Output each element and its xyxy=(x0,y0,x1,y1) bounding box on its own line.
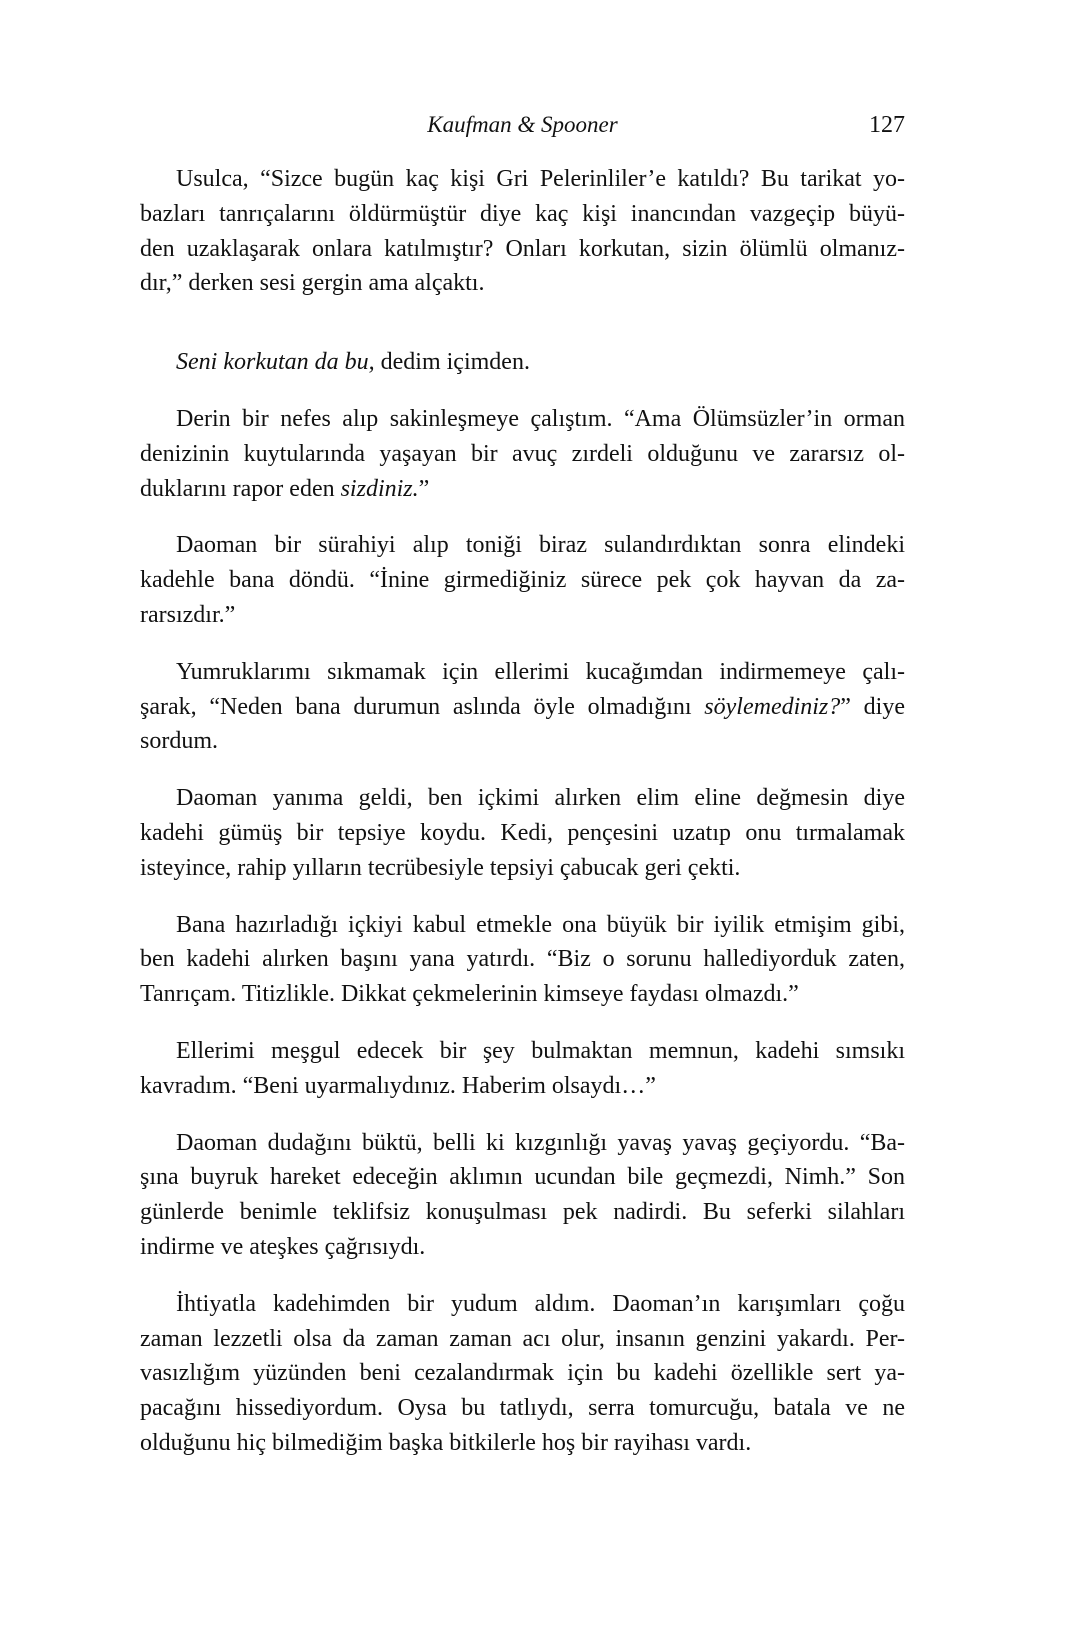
text-segment: dır,” derken sesi gergin ama alçaktı. xyxy=(140,270,485,297)
paragraph xyxy=(140,1287,905,1461)
text-segment: isteyince, rahip yılların tecrübesiyle tepsiyi çabucak geri çekti. xyxy=(140,854,741,881)
text-segment: bazları tanrıçalarını öldürmüştür diye kaç kişi inancından vazgeçip büyü- xyxy=(140,200,905,227)
text-segment: denizinin kuytularında yaşayan bir avuç zırdeli olduğunu ve zararsız ol- xyxy=(140,440,905,467)
text-segment: ben kadehi alırken başını yana yatırdı. “Biz o sorunu hallediyorduk zaten, xyxy=(140,946,905,973)
italic-text: sizdiniz. xyxy=(340,475,419,502)
text-segment: kavradım. “Beni uyarmalıydınız. Haberim olsaydı…” xyxy=(140,1072,656,1099)
text-segment: Daoman bir sürahiyi alıp toniği biraz sulandırdıktan sonra elindeki xyxy=(176,532,905,559)
text-segment: Ellerimi meşgul edecek bir şey bulmaktan memnun, kadehi sımsıkı xyxy=(176,1037,905,1064)
paragraph xyxy=(140,1126,905,1265)
text-line xyxy=(140,851,905,886)
text-line xyxy=(140,942,905,977)
text-segment: ” diye xyxy=(840,693,905,720)
running-title: Kaufman & Spooner xyxy=(427,112,618,137)
italic-text: Seni korkutan da bu, xyxy=(176,349,375,376)
text-segment: şarak, “Neden bana durumun aslında öyle olmadığını xyxy=(140,693,705,720)
text-segment: dedim içimden. xyxy=(374,349,530,376)
text-line xyxy=(140,781,905,816)
paragraph xyxy=(140,1034,905,1104)
text-segment: kadehi gümüş bir tepsiye koydu. Kedi, pençesini uzatıp onu tırmalamak xyxy=(140,819,905,846)
text-segment: şına buyruk hareket edeceğin aklımın ucundan bile geçmezdi, Nimh.” Son xyxy=(140,1164,905,1191)
text-segment: sordum. xyxy=(140,728,218,755)
paragraph xyxy=(140,908,905,1012)
text-segment: kadehle bana döndü. “İnine girmediğiniz sürece pek çok hayvan da za- xyxy=(140,567,905,594)
text-line xyxy=(140,528,905,563)
text-line xyxy=(140,1069,905,1104)
text-segment: den uzaklaşarak onlara katılmıştır? Onları korkutan, sizin ölümlü olmanız- xyxy=(140,235,905,262)
text-line xyxy=(140,1126,905,1161)
text-line xyxy=(140,402,905,437)
text-segment: ” xyxy=(418,475,430,502)
text-line xyxy=(140,908,905,943)
body-text xyxy=(140,162,905,1483)
page-number: 127 xyxy=(869,112,905,138)
text-line xyxy=(140,1195,905,1230)
text-segment: duklarını rapor eden xyxy=(140,475,341,502)
text-line xyxy=(140,1160,905,1195)
text-line xyxy=(140,690,905,725)
text-line xyxy=(140,1426,905,1461)
text-segment: Yumruklarımı sıkmamak için ellerimi kucağımdan indirmemeye çalı- xyxy=(176,658,905,685)
text-segment: Bana hazırladığı içkiyi kabul etmekle ona büyük bir iyilik etmişim gibi, xyxy=(176,911,905,938)
text-line xyxy=(140,472,905,507)
text-segment: olduğunu hiç bilmediğim başka bitkilerle hoş bir rayihası vardı. xyxy=(140,1429,752,1456)
text-line xyxy=(140,1391,905,1426)
text-line xyxy=(140,162,905,197)
paragraph xyxy=(140,655,905,759)
text-line xyxy=(140,437,905,472)
text-line xyxy=(140,1322,905,1357)
paragraph xyxy=(140,781,905,885)
text-segment: Daoman yanıma geldi, ben içkimi alırken elim eline değmesin diye xyxy=(176,785,905,812)
text-line xyxy=(140,1356,905,1391)
text-segment: günlerde benimle teklifsiz konuşulması pek nadirdi. Bu seferki silahları xyxy=(140,1199,905,1226)
page-header xyxy=(140,108,905,144)
text-line xyxy=(140,655,905,690)
text-line xyxy=(140,232,905,267)
text-line xyxy=(140,598,905,633)
text-segment: Tanrıçam. Titizlikle. Dikkat çekmelerinin kimseye faydası olmazdı.” xyxy=(140,981,799,1008)
text-segment: pacağını hissediyordum. Oysa bu tatlıydı, serra tomurcuğu, batala ve ne xyxy=(140,1395,905,1422)
paragraph xyxy=(140,345,905,380)
paragraph xyxy=(140,528,905,632)
text-line xyxy=(140,266,905,301)
text-line xyxy=(140,563,905,598)
italic-text: söylemediniz? xyxy=(704,693,841,720)
text-line xyxy=(140,1034,905,1069)
paragraph xyxy=(140,162,905,301)
text-line xyxy=(140,977,905,1012)
text-segment: Daoman dudağını büktü, belli ki kızgınlığı yavaş yavaş geçiyordu. “Ba- xyxy=(176,1129,905,1156)
text-segment: vasızlığım yüzünden beni cezalandırmak için bu kadehi özellikle sert ya- xyxy=(140,1360,905,1387)
text-segment: Usulca, “Sizce bugün kaç kişi Gri Pelerinliler’e katıldı? Bu tarikat yo- xyxy=(176,166,905,192)
text-segment: zaman lezzetli olsa da zaman zaman acı olur, insanın genzini yakardı. Per- xyxy=(140,1325,905,1352)
text-line xyxy=(140,1230,905,1265)
text-line xyxy=(140,345,905,380)
text-segment: İhtiyatla kadehimden bir yudum aldım. Daoman’ın karışımları çoğu xyxy=(176,1290,905,1317)
text-line xyxy=(140,1287,905,1322)
text-segment: indirme ve ateşkes çağrısıydı. xyxy=(140,1233,426,1260)
text-segment: Derin bir nefes alıp sakinleşmeye çalıştım. “Ama Ölümsüzler’in orman xyxy=(176,405,905,432)
paragraph xyxy=(140,402,905,506)
text-line xyxy=(140,724,905,759)
text-segment: rarsızdır.” xyxy=(140,601,236,628)
text-line xyxy=(140,197,905,232)
text-line xyxy=(140,816,905,851)
